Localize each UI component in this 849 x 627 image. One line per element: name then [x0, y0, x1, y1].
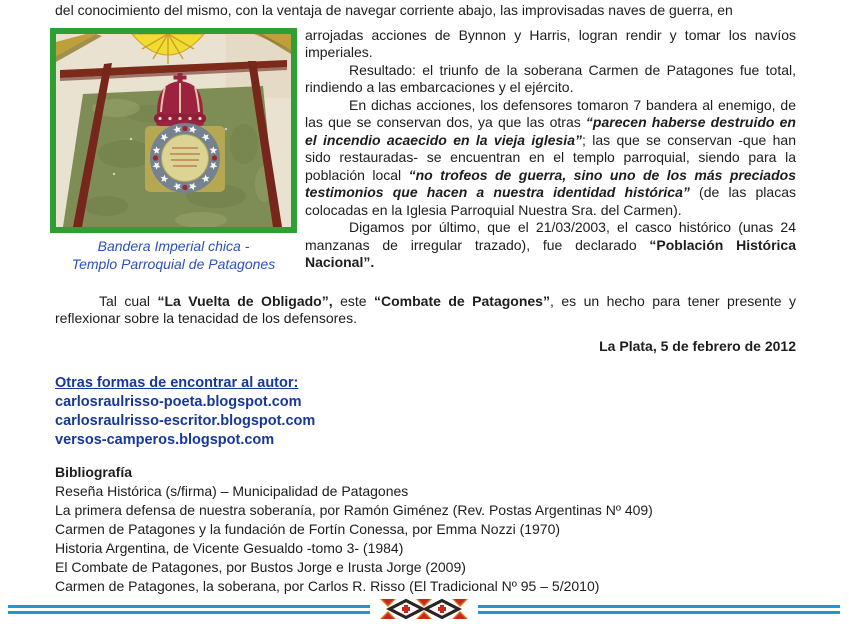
text-segment: En dichas acciones, los defensores tomaron 7 bandera al enemigo, de las que se conservan dos, ya que las otras [305, 96, 796, 130]
star-ring-emblem-icon [145, 124, 225, 191]
text-segment: , es un hecho para tener presente y reflexionar sobre la tenacidad de los defensores. [55, 292, 796, 326]
figure-caption [50, 233, 297, 293]
flag-photo [50, 28, 297, 233]
author-links-section [55, 374, 796, 450]
divider-line-right [478, 605, 840, 614]
bibliography-entry: Carmen de Patagones y la fundación de Fortín Conessa, por Emma Nozzi (1970) [55, 521, 561, 537]
bibliography-entry: La primera defensa de nuestra soberanía, por Ramón Giménez (Rev. Postas Argentinas Nº 409) [55, 502, 653, 518]
text-segment: ; las que se conservan -que han sido restauradas- se encuentran en el templo parroquial, siendo para la población local [305, 131, 796, 183]
text-segment: (de las placas colocadas en la Iglesia Parroquial Nuestra Sra. del Carmen). [305, 184, 796, 218]
paragraph-continuation: del conocimiento del mismo, con la ventaja de navegar corriente abajo, las improvisadas naves de guerra, en [55, 2, 733, 18]
dateline: La Plata, 5 de febrero de 2012 [599, 337, 796, 354]
quoted-emphasis: “no trofeos de guerra, sino uno de los más preciados testimonios que hacen a nuestra identidad histórica” [305, 166, 796, 200]
guarda-pampa-motif-icon [377, 596, 471, 622]
paragraph-cierre [55, 293, 796, 328]
quoted-emphasis: “parecen haberse destruido en el incendio acaecido en la vieja iglesia” [305, 114, 796, 148]
figure-caption-line2: Templo Parroquial de Patagones [71, 255, 276, 272]
paragraph-arrojadas: arrojadas acciones de Bynnon y Harris, logran rendir y tomar los navíos imperiales. [305, 26, 796, 60]
divider-line-left [8, 605, 370, 614]
text-segment: Digamos por último, que el 21/03/2003, el casco histórico (unas 24 manzanas de irregular trazado), fue declarado [305, 219, 796, 253]
bibliography-entry: Reseña Histórica (s/firma) – Municipalidad de Patagones [55, 483, 409, 499]
paragraph-resultado: Resultado: el triunfo de la soberana Carmen de Patagones fue total, rindiendo a las embarcaciones y el ejército. [305, 61, 796, 95]
bold-emphasis: “Población Histórica Nacional”. [305, 236, 796, 270]
bold-emphasis: “La Vuelta de Obligado”, [157, 292, 333, 309]
blog-link-versos[interactable]: versos-camperos.blogspot.com [55, 432, 275, 448]
bibliography-entry: Historia Argentina, de Vicente Gesualdo -tomo 3- (1984) [55, 540, 404, 556]
bibliography-heading: Bibliografía [55, 464, 133, 480]
bibliography-entry: El Combate de Patagones, por Bustos Jorge e Irusta Jorge (2009) [55, 559, 466, 575]
main-content [55, 2, 796, 596]
bold-emphasis: “Combate de Patagones” [374, 292, 550, 309]
blog-link-escritor[interactable]: carlosraulrisso-escritor.blogspot.com [55, 413, 316, 429]
bibliography-entry: Carmen de Patagones, la soberana, por Carlos R. Risso (El Tradicional Nº 95 – 5/2010) [55, 578, 600, 594]
flag-figure [50, 28, 297, 293]
flag-photo-illustration [56, 34, 291, 227]
blog-link-poeta[interactable]: carlosraulrisso-poeta.blogspot.com [55, 394, 302, 410]
text-segment: este [332, 292, 374, 309]
bibliography-section [55, 463, 796, 596]
footer-divider [8, 596, 840, 622]
links-heading: Otras formas de encontrar al autor: [55, 375, 299, 391]
figure-caption-line1: Bandera Imperial chica - [97, 237, 250, 254]
text-segment: Tal cual [99, 292, 158, 309]
